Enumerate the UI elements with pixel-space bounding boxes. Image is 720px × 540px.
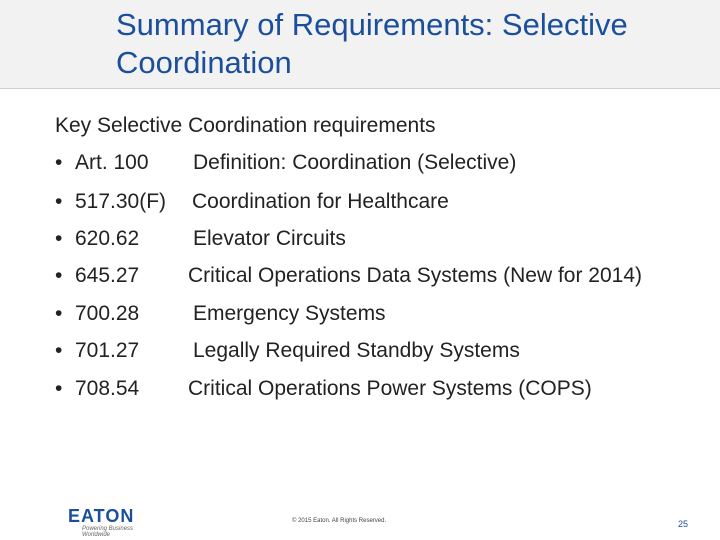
requirement-description: Critical Operations Data Systems (New for 2014) [188,264,642,287]
bullet: • [55,377,63,400]
requirement-description: Definition: Coordination (Selective) [193,151,517,174]
title-band [0,0,720,89]
requirement-code: 708.54 [75,377,140,400]
bullet: • [55,151,63,174]
slide-title: Summary of Requirements: Selective Coordination [116,7,628,80]
requirement-description: Coordination for Healthcare [192,190,449,213]
requirement-description: Legally Required Standby Systems [193,339,520,362]
requirement-description: Emergency Systems [193,302,386,325]
requirement-code: Art. 100 [75,151,149,174]
bullet: • [55,190,63,213]
logo-wordmark: EATON [68,506,135,526]
slide-subtitle: Key Selective Coordination requirements [55,114,436,137]
requirement-description: Elevator Circuits [193,227,346,250]
page-number: 25 [678,519,689,529]
copyright-notice: © 2015 Eaton. All Rights Reserved. [292,518,387,524]
logo-tagline: Powering Business Worldwide [82,526,134,538]
requirement-code: 517.30(F) [75,190,167,213]
bullet: • [55,227,63,250]
requirement-code: 700.28 [75,302,140,325]
requirement-description: Critical Operations Power Systems (COPS) [188,377,592,400]
requirement-code: 645.27 [75,264,140,287]
requirement-code: 620.62 [75,227,140,250]
eaton-logo [68,506,148,538]
bullet: • [55,339,63,362]
requirement-code: 701.27 [75,339,140,362]
bullet: • [55,302,63,325]
bullet: • [55,264,63,287]
